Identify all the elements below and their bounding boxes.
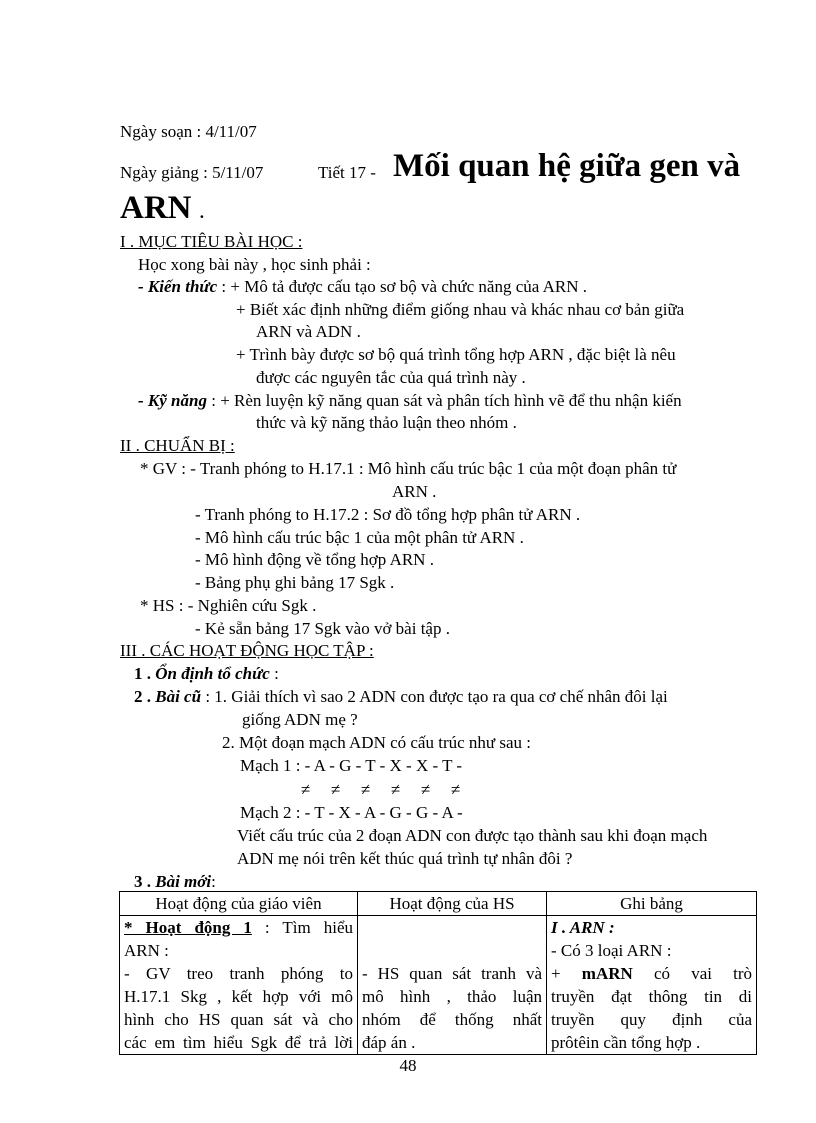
- kien-thuc-2b: ARN và ADN .: [256, 322, 361, 341]
- hs-line: mô hình , thảo luận: [362, 987, 542, 1006]
- lesson-title-dot: .: [199, 203, 204, 222]
- hs-prep-1: * HS : - Nghiên cứu Sgk .: [140, 596, 317, 615]
- gv-prep-1b: ARN .: [392, 482, 437, 501]
- ky-nang-1b: thức và kỹ năng thảo luận theo nhóm .: [256, 413, 517, 432]
- ghi-bang-heading: I . ARN :: [551, 918, 615, 937]
- on-dinh-colon: :: [274, 664, 279, 683]
- gv-activity-line: [124, 916, 353, 939]
- hs-line: - HS quan sát tranh và: [362, 964, 542, 983]
- neq-symbol: ≠: [331, 780, 341, 799]
- neq-symbol: ≠: [451, 780, 461, 799]
- ghi-bang-plus: +: [551, 964, 561, 983]
- kien-thuc-3b: được các nguyên tắc của quá trình này .: [256, 368, 526, 387]
- gv-prep-5: - Bảng phụ ghi bảng 17 Sgk .: [195, 573, 395, 592]
- ghi-bang-line: truyền quy định của: [551, 1010, 752, 1029]
- table-header-row: [120, 892, 757, 916]
- kien-thuc-3a: + Trình bày được sơ bộ quá trình tổng hợp ARN , đặc biệt là nêu: [236, 345, 676, 364]
- lesson-title-line2: [120, 189, 204, 232]
- gv-prep-4: - Mô hình động về tổng hợp ARN .: [195, 550, 434, 569]
- hs-prep-2: - Kẻ sẵn bảng 17 Sgk vào vở bài tập .: [195, 619, 450, 638]
- ghi-bang-line1: - Có 3 loại ARN :: [551, 941, 672, 960]
- bai-cu-q1b: giống ADN mẹ ?: [242, 710, 358, 729]
- on-dinh-label: Ổn định tổ chức: [155, 664, 270, 683]
- ghi-bang-marn: mARN: [581, 964, 633, 983]
- gv-cell: [120, 916, 358, 1055]
- header-gv: Hoạt động của giáo viên: [120, 892, 358, 916]
- ky-nang-label: - Kỹ năng: [138, 391, 207, 410]
- hs-line: đáp án .: [362, 1033, 416, 1052]
- tiet-label: Tiết 17 -: [318, 163, 376, 182]
- gv-prep-1a: * GV : - Tranh phóng to H.17.1 : Mô hình cấu trúc bậc 1 của một đoạn phân tử: [140, 459, 677, 478]
- hs-cell: [358, 916, 547, 1055]
- section-2-heading: II . CHUẨN BỊ :: [120, 436, 235, 455]
- ky-nang-row: [138, 391, 682, 411]
- header-hs: Hoạt động của HS: [358, 892, 547, 916]
- lesson-title-arn: ARN: [120, 190, 192, 226]
- bai-cu-q2: 2. Một đoạn mạch ADN có cấu trúc như sau :: [222, 733, 532, 752]
- gv-prep-2: - Tranh phóng to H.17.2 : Sơ đồ tổng hợp phân tử ARN .: [195, 505, 581, 524]
- hs-line: nhóm để thống nhất: [362, 1010, 542, 1029]
- bai-moi-num: 3 .: [134, 872, 151, 891]
- on-dinh-num: 1 .: [134, 664, 151, 683]
- on-dinh-row: [134, 664, 279, 684]
- header-ghi-bang: Ghi bảng: [547, 892, 757, 916]
- neq-symbol: ≠: [421, 780, 431, 799]
- neq-symbol: ≠: [361, 780, 371, 799]
- gv-line: ARN :: [124, 941, 169, 960]
- ghi-bang-line2-rest: có vai trò: [653, 964, 753, 983]
- ky-nang-1a: : + Rèn luyện kỹ năng quan sát và phân tích hình vẽ để thu nhận kiến: [211, 391, 682, 410]
- gv-prep-3: - Mô hình cấu trúc bậc 1 của một phân tử ARN .: [195, 528, 524, 547]
- kien-thuc-label: - Kiến thức: [138, 277, 218, 296]
- ngay-giang: Ngày giảng : 5/11/07: [120, 163, 264, 182]
- ghi-bang-line: prôtêin cần tổng hợp .: [551, 1033, 701, 1052]
- lesson-title-line1: Mối quan hệ giữa gen và: [393, 148, 741, 184]
- bai-moi-colon: :: [211, 872, 216, 891]
- section-3-heading: III . CÁC HOẠT ĐỘNG HỌC TẬP :: [120, 641, 374, 660]
- ghi-bang-line: truyền đạt thông tin di: [551, 987, 752, 1006]
- kien-thuc-1: : + Mô tả được cấu tạo sơ bộ và chức năng của ARN .: [221, 277, 587, 296]
- gv-line: - GV treo tranh phóng to: [124, 964, 353, 983]
- kien-thuc-2a: + Biết xác định những điểm giống nhau và khác nhau cơ bản giữa: [236, 300, 685, 319]
- section-1-intro: Học xong bài này , học sinh phải :: [138, 255, 371, 274]
- table-row: [120, 916, 757, 1055]
- viet-a: Viết cấu trúc của 2 đoạn ADN con được tạo thành sau khi đoạn mạch: [237, 826, 708, 845]
- neq-symbol: ≠: [391, 780, 401, 799]
- ghi-bang-cell: [547, 916, 757, 1055]
- neq-symbol: ≠: [301, 780, 311, 799]
- lesson-activity-table: [119, 891, 757, 1055]
- neq-row: [301, 780, 481, 800]
- bai-cu-label: Bài cũ: [155, 687, 202, 706]
- ngay-soan: Ngày soạn : 4/11/07: [120, 122, 257, 141]
- gv-activity-rest: : Tìm hiểu: [264, 918, 353, 937]
- bai-cu-row: [134, 687, 668, 707]
- mach-1: Mạch 1 : - A - G - T - X - X - T -: [240, 756, 463, 775]
- gv-line: các em tìm hiểu Sgk để trả lời: [124, 1033, 353, 1052]
- mach-2: Mạch 2 : - T - X - A - G - G - A -: [240, 803, 463, 822]
- kien-thuc-row: [138, 277, 587, 297]
- ghi-bang-line2: [551, 962, 752, 985]
- bai-moi-label: Bài mới: [155, 872, 212, 891]
- bai-moi-row: [134, 872, 216, 892]
- gv-line: H.17.1 Skg , kết hợp với mô: [124, 987, 353, 1006]
- viet-b: ADN mẹ nói trên kết thúc quá trình tự nhân đôi ?: [237, 849, 573, 868]
- bai-cu-num: 2 .: [134, 687, 151, 706]
- page-number: 48: [399, 1056, 417, 1075]
- gv-line: hình cho HS quan sát và cho: [124, 1010, 353, 1029]
- section-1-heading: I . MỤC TIÊU BÀI HỌC :: [120, 232, 303, 251]
- gv-activity-label: * Hoạt động 1: [124, 918, 252, 937]
- bai-cu-q1a: : 1. Giải thích vì sao 2 ADN con được tạo ra qua cơ chế nhân đôi lại: [205, 687, 668, 706]
